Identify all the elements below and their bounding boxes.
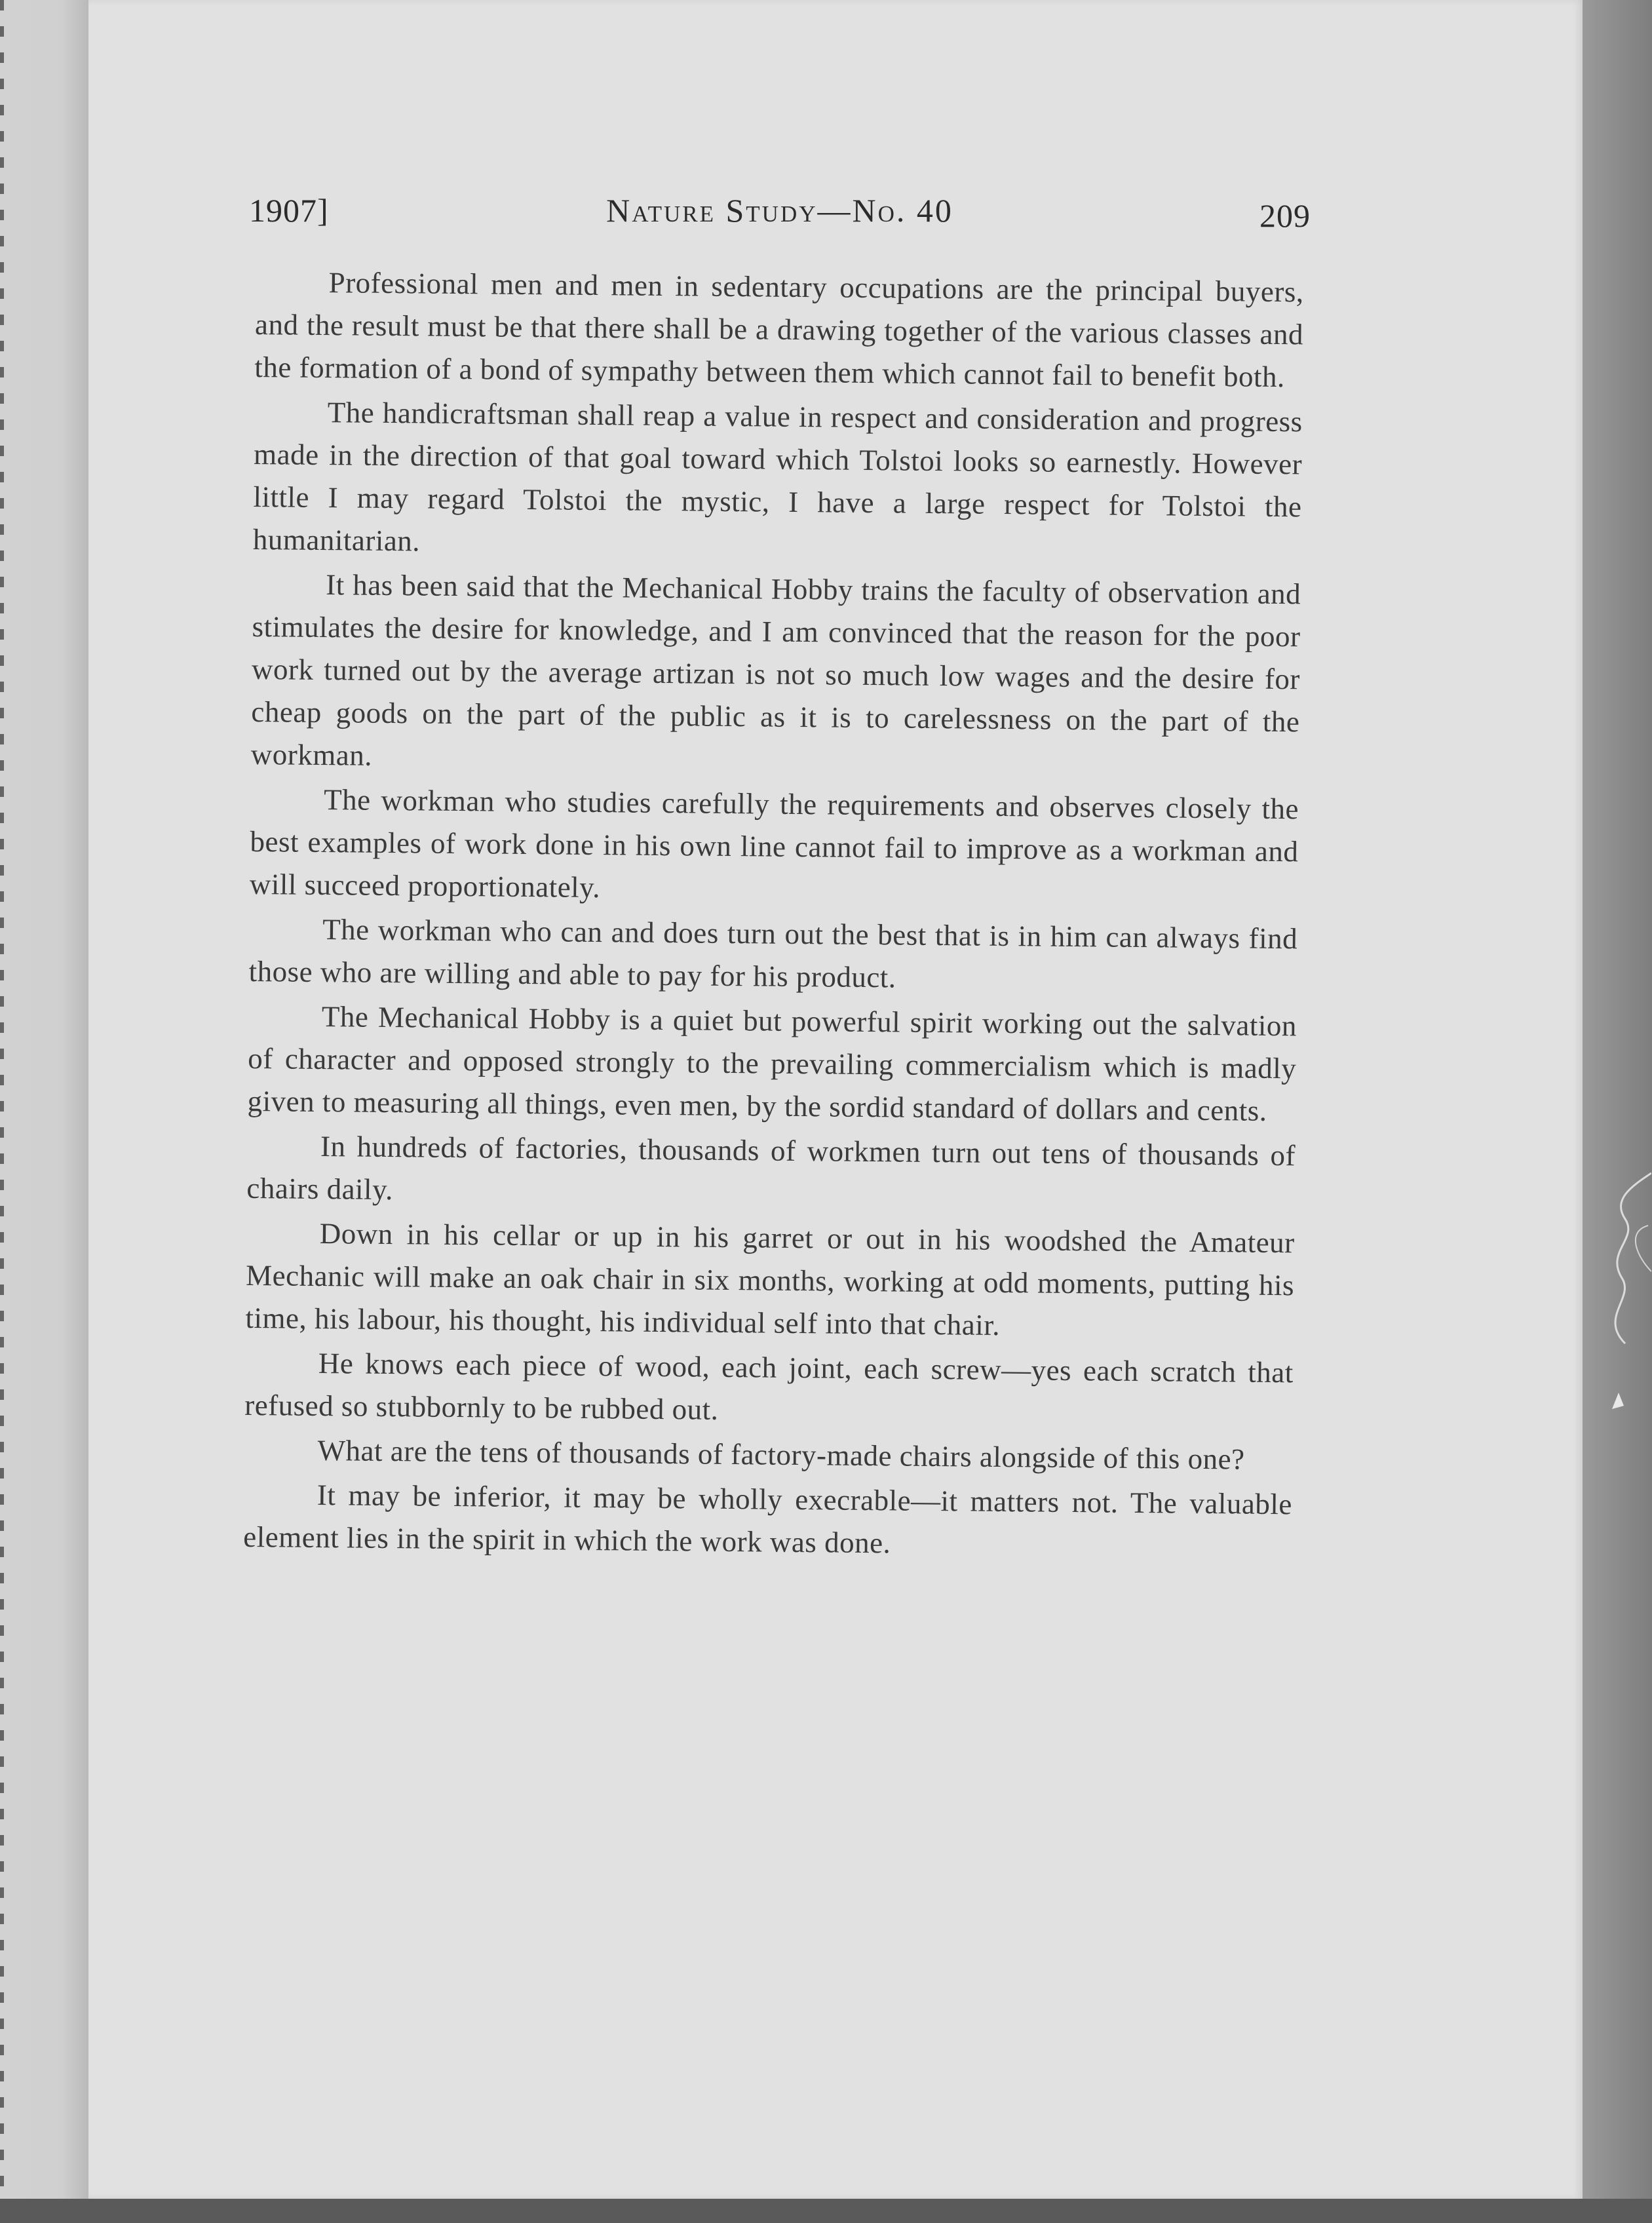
page-number: 209 [1259, 197, 1311, 234]
paragraph: Professional men and men in sedentary occupations are the principal buyers, and the result must be that there shall be a drawing together of the various classes and the formation of a bond of sympathy between them which cannot fail to benefit both. [254, 266, 1304, 394]
running-head [249, 191, 1311, 244]
scan-edge-marks [0, 0, 4, 2223]
scan-right-background [1583, 0, 1652, 2223]
paragraph: It may be inferior, it may be wholly execrable—it matters not. The valuable element lies in the spirit in which the work was done. [243, 1478, 1293, 1560]
paragraph: He knows each piece of wood, each joint, each screw—yes each scratch that refused so stubbornly to be rubbed out. [244, 1346, 1294, 1426]
header-title: Nature Study—No. 40 [606, 192, 953, 229]
scan-left-margin [0, 0, 88, 2223]
paragraph: The Mechanical Hobby is a quiet but powerful spirit working out the salvation of character and opposed strongly to the prevailing commercialism which is madly given to measuring all things, even men, by the sordid standard of dollars and cents. [247, 1000, 1297, 1127]
paragraph: What are the tens of thousands of factory-made chairs alongside of this one? [317, 1433, 1245, 1476]
paragraph: The handicraftsman shall reap a value in respect and consideration and progress made in the direction of that goal toward which Tolstoi looks so earnestly. However little I may regard Tolstoi the mystic, I have a large respect for Tolstoi the humanitarian. [252, 396, 1303, 558]
paragraph: Down in his cellar or up in his garret or out in his woodshed the Amateur Mechanic will make an oak chair in six months, working at odd moments, putting his time, his labour, his thought, his individual self into that chair. [245, 1217, 1295, 1342]
paragraph: The workman who can and does turn out the best that is in him can always find those who are willing and able to pay for his product. [248, 913, 1298, 994]
paragraph: The workman who studies carefully the requirements and observes closely the best examples of work done in his own line cannot fail to improve as a workman and will succeed proportionately. [249, 783, 1299, 904]
page-body-text [243, 261, 1304, 1570]
paragraph: In hundreds of factories, thousands of workmen turn out tens of thousands of chairs daily. [246, 1130, 1296, 1207]
paragraph: It has been said that the Mechanical Hobby trains the faculty of observation and stimulates the desire for knowledge, and I am convinced that the reason for the poor work turned out by the average artizan is not so much low wages and the desire for cheap goods on the part of the public as it is to carelessness on the part of the workman. [250, 568, 1301, 772]
header-year: 1907] [249, 192, 329, 229]
scan-bottom-edge [0, 2199, 1652, 2223]
stray-fiber-mark [1586, 1147, 1651, 1422]
